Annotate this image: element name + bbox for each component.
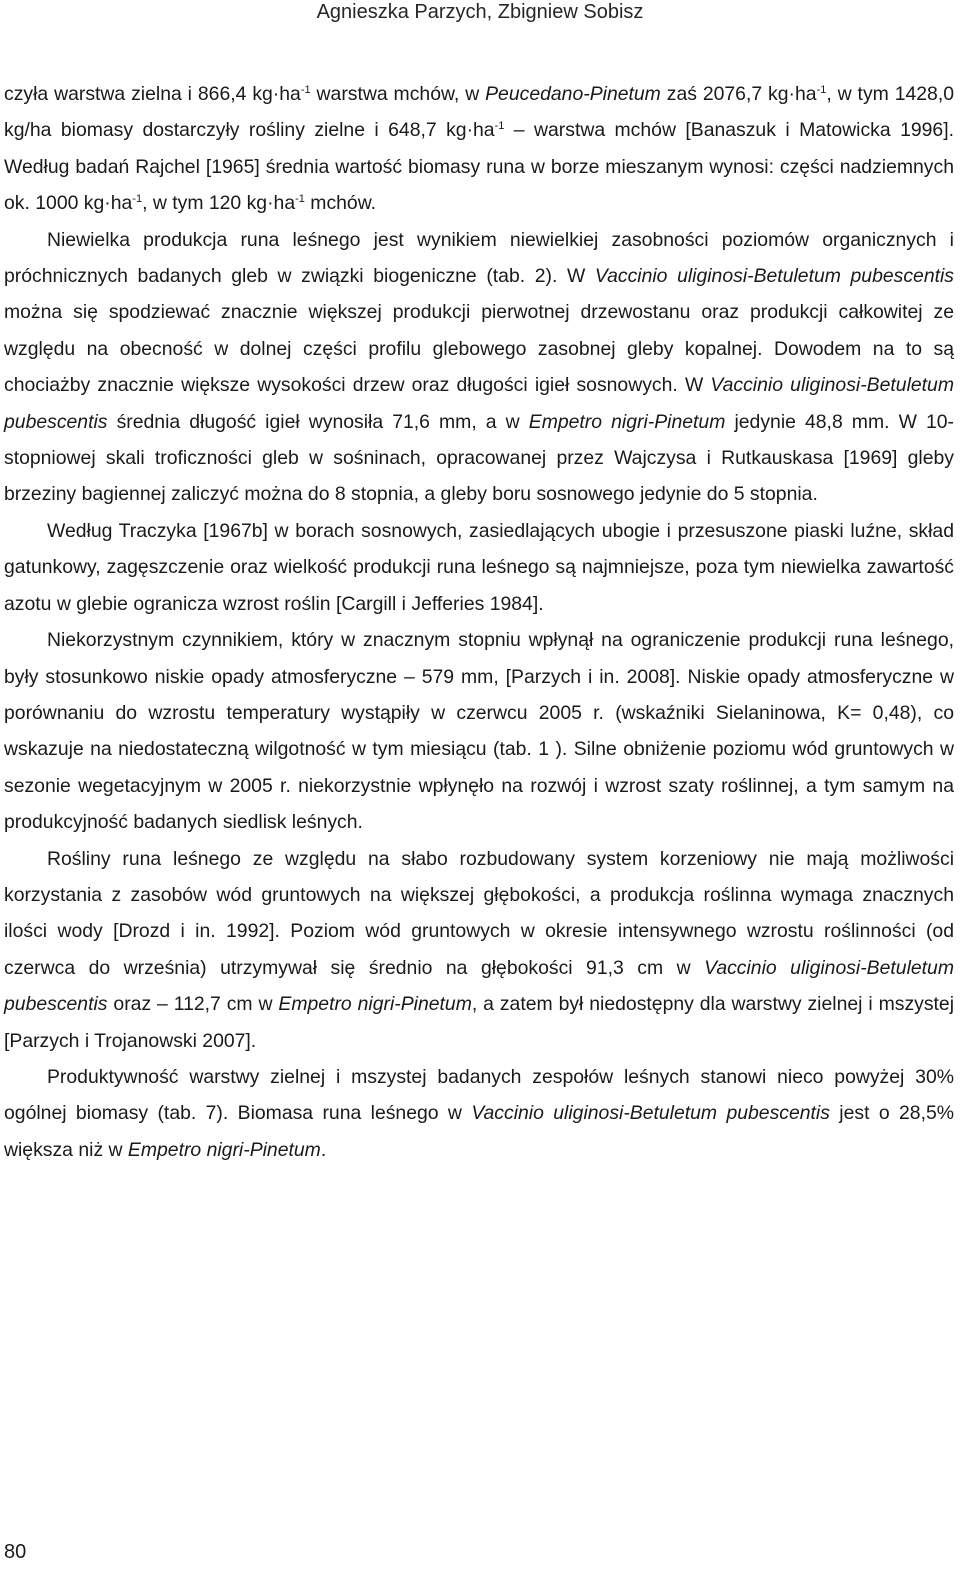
superscript-exponent: -1 (295, 193, 305, 206)
superscript-exponent: -1 (494, 120, 505, 133)
text-run: średnia długość igieł wynosiła 71,6 mm, a w (107, 410, 529, 433)
text-run: oraz – 112,7 cm w (107, 993, 279, 1016)
superscript-exponent: -1 (816, 84, 827, 96)
text-run: warstwa mchów, w (310, 83, 486, 105)
superscript-exponent: -1 (132, 193, 143, 206)
text-run: jedynie 48,8 mm. W 10-stopniowej skali troficzności gleb w sośninach, opracowanej przez Wajczysa i Rutkauskasa [1969] gleby brzeziny bagiennej zaliczyć można do 8 stopnia, a gleby boru sosnowego jedynie do 5 stopnia. (4, 410, 954, 506)
superscript-exponent: -1 (300, 84, 311, 96)
species-name-italic: Vaccinio uliginosi-Betuletum pubescentis (4, 956, 954, 1016)
paragraph-3 (4, 513, 954, 622)
text-run: Według Traczyka [1967b] w borach sosnowych, zasiedlających ubogie i przesuszone piaski luźne, skład gatunkowy, zagęszczenie oraz wielkość produkcji runa leśnego są najmniejsze, poza tym niewielka zawartość azotu w glebie ogranicza wzrost roślin [Cargill i Jefferies 1984]. (4, 519, 954, 615)
text-run: czyła warstwa zielna i 866,4 kg·ha (4, 83, 301, 105)
text-run: Niekorzystnym czynnikiem, który w znacznym stopniu wpłynął na ograniczenie produkcji runa leśnego, były stosunkowo niskie opady atmosferyczne – 579 mm, [Parzych i in. 2008]. Niskie opady atmosferyczne w porównaniu do wzrostu temperatury wystąpiły w czerwcu 2005 r. (wskaźniki Sielaninowa, K= 0,48), co wskazuje na niedostateczną wilgotność w tym miesiącu (tab. 1 ). Silne obniżenie poziomu wód gruntowych w sezonie wegetacyjnym w 2005 r. niekorzystnie wpłynęło na rozwój i wzrost szaty roślinnej, a tym samym na produkcyjność badanych siedlisk leśnych. (4, 629, 954, 834)
text-run: zaś 2076,7 kg·ha (660, 83, 817, 105)
text-run: można się spodziewać znacznie większej produkcji pierwotnej drzewostanu oraz produkcji całkowitej ze względu na obecność w dolnej części profilu glebowego zasobnej gleby kopalnej. Dowodem na to są chociażby znacznie większe wysokości drzew oraz długości igieł sosnowych. W (4, 301, 954, 397)
text-run: jest o 28,5% większa niż w (4, 1102, 954, 1161)
paragraph-1 (4, 76, 954, 222)
species-name-italic: Empetro nigri-Pinetum (127, 1138, 321, 1161)
species-name-italic: Empetro nigri-Pinetum (278, 993, 472, 1016)
text-run: , a zatem był niedostępny dla warstwy zielnej i mszystej [Parzych i Trojanowski 2007]. (4, 993, 955, 1052)
text-run: , w tym 1428,0 kg/ha biomasy dostarczyły rośliny zielne i 648,7 kg·ha (4, 83, 955, 142)
paragraph-2 (4, 222, 954, 513)
text-run: , w tym 120 kg·ha (142, 192, 296, 215)
page-number: 80 (4, 1541, 27, 1563)
text-run: . (320, 1138, 327, 1161)
text-run: Niewielka produkcja runa leśnego jest wynikiem niewielkiej zasobności poziomów organicznych i próchnicznych badanych gleb w związki biogeniczne (tab. 2). W (4, 228, 954, 288)
species-name-italic: Vaccinio uliginosi-Betuletum pubescentis (4, 374, 954, 433)
species-name-italic: Empetro nigri-Pinetum (528, 410, 726, 433)
paragraph-5 (4, 841, 954, 1059)
text-run: – warstwa mchów [Banaszuk i Matowicka 1996]. Według badań Rajchel [1965] średnia wartość biomasy runa w borze mieszanym wynosi: części nadziemnych ok. 1000 kg·ha (4, 119, 954, 215)
article-body (4, 76, 954, 1168)
running-head-authors: Agnieszka Parzych, Zbigniew Sobisz (316, 1, 644, 23)
text-run: Rośliny runa leśnego ze względu na słabo rozbudowany system korzeniowy nie mają możliwości korzystania z zasobów wód gruntowych na większej głębokości, a produkcja roślinna wymaga znacznych ilości wody [Drozd i in. 1992]. Poziom wód gruntowych w okresie intensywnego wzrostu roślinności (od czerwca do września) utrzymywał się średnio na głębokości 91,3 cm w (4, 847, 954, 979)
text-run: mchów. (304, 192, 377, 215)
species-name-italic: Peucedano-Pinetum (485, 83, 661, 105)
species-name-italic: Vaccinio uliginosi-Betuletum pubescentis (594, 265, 954, 288)
paragraph-4 (4, 622, 954, 840)
text-run: Produktywność warstwy zielnej i mszystej badanych zespołów leśnych stanowi nieco powyżej 30% ogólnej biomasy (tab. 7). Biomasa runa leśnego w (4, 1065, 954, 1125)
paragraph-6 (4, 1059, 954, 1168)
species-name-italic: Vaccinio uliginosi-Betuletum pubescentis (471, 1102, 830, 1125)
